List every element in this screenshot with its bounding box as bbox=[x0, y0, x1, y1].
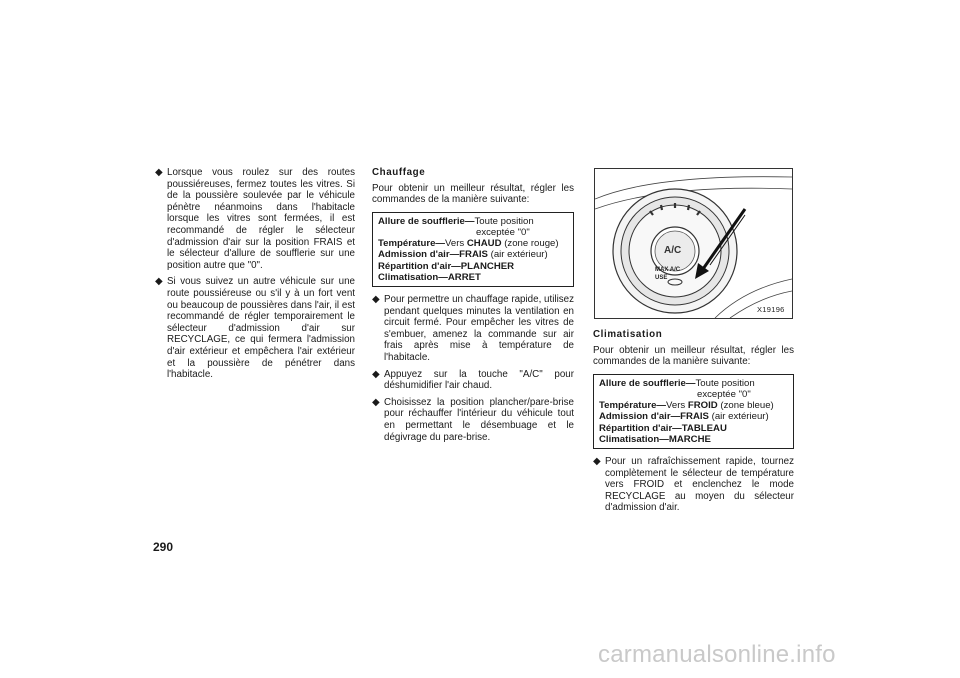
list-item bbox=[155, 167, 355, 271]
bullet-text: Lorsque vous roulez sur des routes poussiéreuses, fermez toutes les vitres. Si de la poussière soulevée par le véhicule pénètre néanmoins dans l'habitacle lorsque les vitres sont fermées, il est recommandé de régler le sélecteur d'admission d'air sur la position FRAIS et le sélecteur d'allure de soufflerie sur une position autre que "0". bbox=[167, 167, 355, 271]
figure-code: X19196 bbox=[757, 305, 785, 314]
bullet-text: Choisissez la position plancher/pare-brise pour réchauffer l'intérieur du véhicule tout en permettant le désembuage et le dégivrage du pare-brise. bbox=[384, 396, 574, 443]
list-item bbox=[372, 397, 574, 443]
bullet-text: Pour permettre un chauffage rapide, utilisez pendant quelques minutes la ventilation en circuit fermé. Pour empêcher les vitres de s'embuer, amenez la commande sur air frais après mise à température de l'habitacle. bbox=[384, 294, 574, 363]
settings-row: Climatisation—ARRET bbox=[378, 271, 481, 283]
section-intro: Pour obtenir un meilleur résultat, régler les commandes de la manière suivante: bbox=[372, 182, 574, 206]
bullet-icon: ◆ bbox=[593, 456, 601, 467]
left-column bbox=[155, 167, 355, 386]
settings-row: Admission d'air—FRAIS (air extérieur) bbox=[378, 249, 548, 261]
chauffage-section bbox=[372, 167, 574, 448]
settings-row: Répartition d'air—TABLEAU bbox=[599, 422, 727, 434]
settings-box-chauffage bbox=[372, 212, 574, 287]
ac-button-label: A/C bbox=[664, 245, 682, 256]
ac-dial-drawing bbox=[595, 169, 792, 318]
bullet-text: Si vous suivez un autre véhicule sur une route poussiéreuse ou s'il y à un fort vent ou beaucoup de poussières dans l'air, il est recommandé de régler temporairement le sélecteur d'admission d'air sur RECYCLAGE, ce qui fermera l'admission d'air extérieur et empêchera l'air extérieur et la poussière de pénétrer dans l'habitacle. bbox=[167, 276, 355, 381]
bullet-text: Appuyez sur la touche "A/C" pour déshumidifier l'air chaud. bbox=[384, 368, 574, 392]
use-label: USE bbox=[655, 275, 668, 281]
settings-box-climatisation bbox=[593, 374, 794, 449]
bullet-icon: ◆ bbox=[155, 276, 163, 288]
settings-row: exceptée "0" bbox=[476, 226, 530, 238]
list-item bbox=[155, 276, 355, 380]
settings-row: exceptée "0" bbox=[697, 388, 751, 400]
section-heading-chauffage: Chauffage bbox=[372, 167, 426, 178]
settings-row: Climatisation—MARCHE bbox=[599, 433, 711, 445]
list-item bbox=[372, 369, 574, 392]
ac-control-illustration bbox=[594, 168, 793, 319]
bullet-icon: ◆ bbox=[372, 368, 380, 380]
settings-row: Allure de soufflerie—Toute position bbox=[378, 215, 534, 227]
settings-row: Température—Vers CHAUD (zone rouge) bbox=[378, 238, 559, 250]
settings-row: Admission d'air—FRAIS (air extérieur) bbox=[599, 411, 769, 423]
settings-row: Allure de soufflerie—Toute position bbox=[599, 377, 755, 389]
section-heading-climatisation: Climatisation bbox=[593, 329, 663, 340]
max-ac-label: MAX A/C bbox=[655, 267, 681, 273]
list-item bbox=[372, 294, 574, 364]
bullet-icon: ◆ bbox=[372, 396, 380, 408]
bullet-text: Pour un rafraîchissement rapide, tournez complètement le sélecteur de température vers FROID et enclenchez le mode RECYCLAGE au moyen du sélecteur d'admission d'air. bbox=[605, 456, 794, 514]
bullet-icon: ◆ bbox=[155, 167, 163, 178]
settings-row: Répartition d'air—PLANCHER bbox=[378, 260, 515, 272]
climatisation-section bbox=[593, 329, 794, 519]
settings-row: Température—Vers FROID (zone bleue) bbox=[599, 400, 774, 412]
bullet-icon: ◆ bbox=[372, 294, 380, 305]
page-number: 290 bbox=[153, 540, 174, 554]
watermark-text: carmanualsonline.info bbox=[598, 641, 836, 668]
list-item bbox=[593, 456, 794, 514]
section-intro: Pour obtenir un meilleur résultat, régler les commandes de la manière suivante: bbox=[593, 344, 794, 368]
